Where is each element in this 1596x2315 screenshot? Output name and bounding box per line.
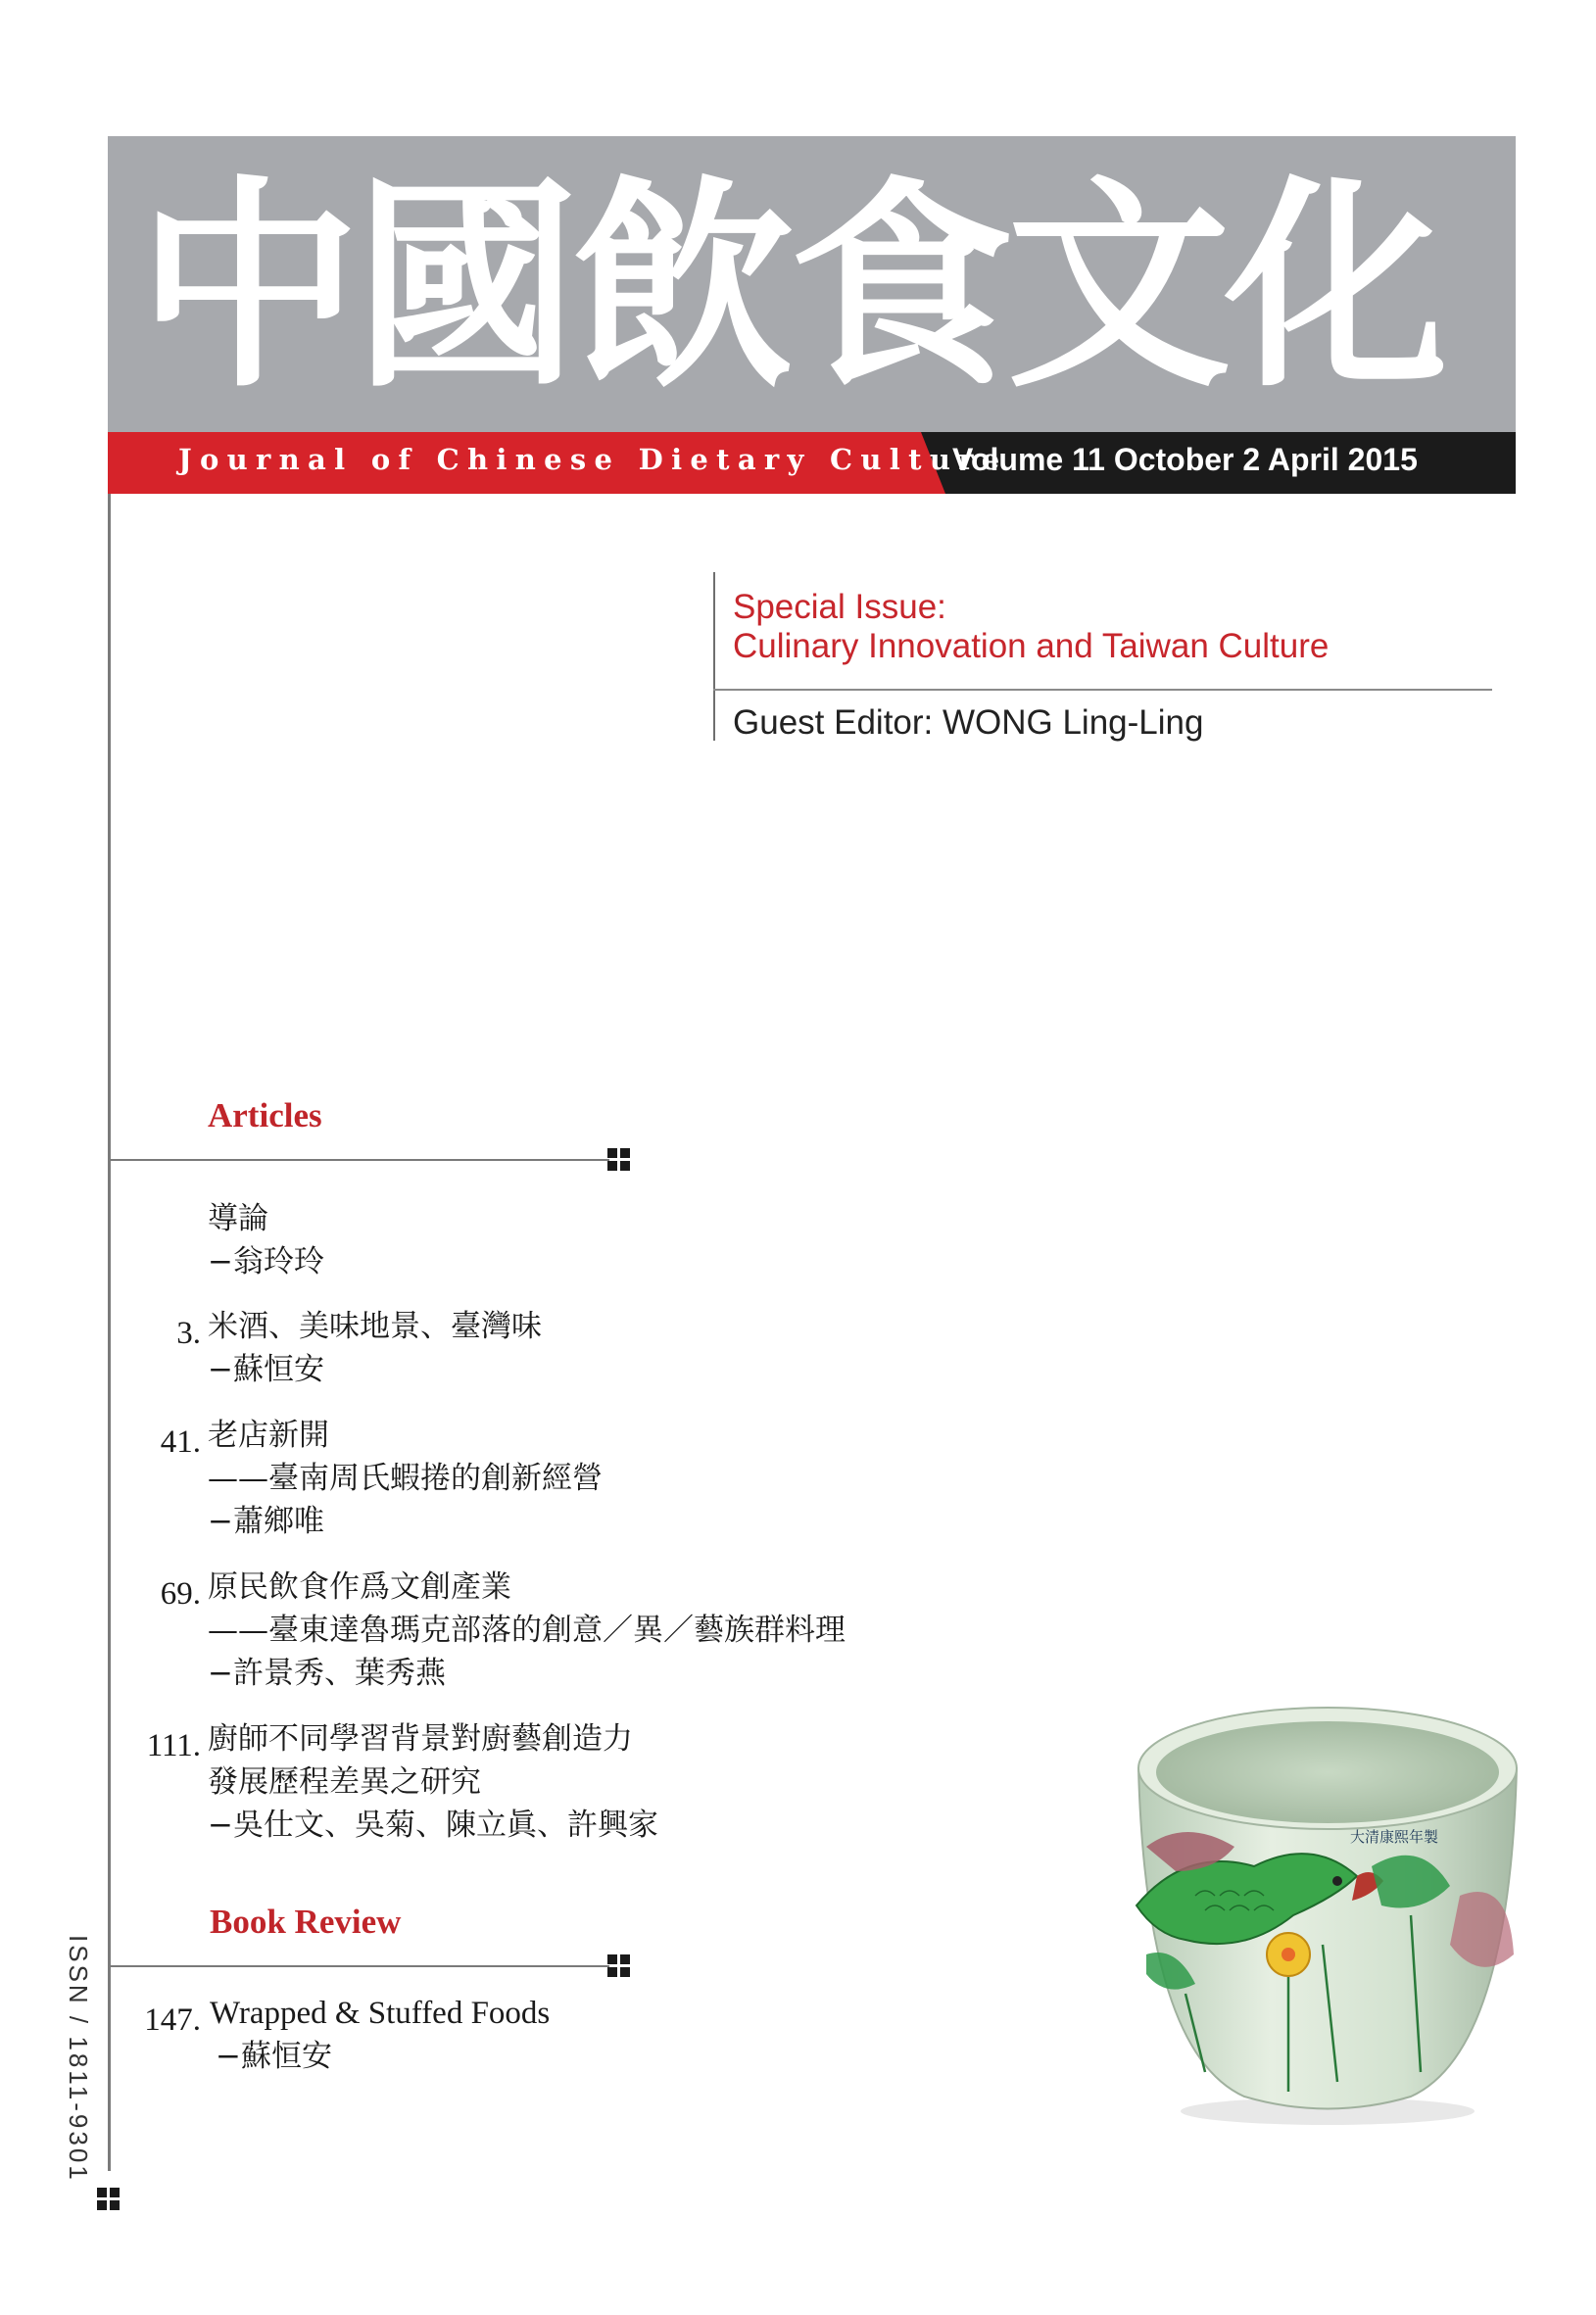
porcelain-bowl-image	[1127, 1700, 1528, 2131]
toc-page-number: 41.	[160, 1424, 201, 1460]
toc-entry-subtitle: ——臺南周氏蝦捲的創新經營	[208, 1461, 603, 1496]
toc-entry[interactable]	[208, 1305, 542, 1391]
journal-title-chinese: 中國飲食文化	[137, 155, 1442, 417]
volume-info: Volume 11 October 2 April 2015	[952, 442, 1418, 477]
section-marker-icon	[607, 1148, 631, 1172]
special-issue-title: Culinary Innovation and Taiwan Culture	[733, 627, 1330, 665]
toc-entry[interactable]	[208, 1717, 658, 1847]
toc-entry-author: −翁玲玲	[208, 1244, 324, 1279]
book-review-heading: Book Review	[210, 1903, 402, 1941]
toc-page-number: 3.	[176, 1316, 201, 1351]
toc-entry[interactable]	[210, 1992, 550, 2078]
special-issue-label: Special Issue:	[733, 588, 946, 626]
articles-heading: Articles	[208, 1096, 322, 1134]
toc-entry-author: −許景秀、葉秀燕	[208, 1656, 446, 1691]
toc-entry[interactable]	[208, 1566, 846, 1695]
toc-entry-title: Wrapped & Stuffed Foods	[210, 1996, 551, 2031]
left-vertical-rule	[108, 494, 111, 2171]
book-review-rule	[110, 1965, 609, 1967]
toc-entry-author: −吳仕文、吳菊、陳立眞、許興家	[208, 1808, 658, 1843]
svg-text:大清康熙年製: 大清康熙年製	[1350, 1828, 1439, 1846]
toc-entry-title: 老店新開	[208, 1418, 329, 1453]
header-banner	[108, 136, 1516, 432]
issn-number: ISSN / 1811-9301	[64, 1935, 93, 2183]
toc-entry-title: 導論	[208, 1201, 268, 1236]
toc-page-number: 111.	[146, 1728, 201, 1763]
toc-entry[interactable]	[208, 1197, 324, 1283]
articles-rule	[110, 1159, 609, 1161]
toc-entry-author: −蘇恒安	[208, 1352, 324, 1387]
section-marker-icon	[607, 1954, 631, 1978]
toc-page-number: 147.	[144, 2002, 201, 2038]
toc-entry-title-cont: 發展歷程差異之研究	[208, 1764, 481, 1800]
toc-entry-title: 米酒、美味地景、臺灣味	[208, 1309, 542, 1344]
bowl-inscription	[1350, 1828, 1438, 1846]
toc-entry-subtitle: ——臺東達魯瑪克部落的創意／異／藝族群料理	[208, 1613, 846, 1648]
toc-entry-title: 原民飲食作爲文創產業	[208, 1569, 511, 1605]
toc-page-number: 69.	[160, 1576, 201, 1612]
toc-entry-author: −蘇恒安	[216, 2039, 332, 2074]
toc-entry[interactable]	[208, 1414, 603, 1543]
special-issue-divider-vertical	[713, 572, 715, 741]
toc-entry-author: −蕭鄉唯	[208, 1504, 324, 1539]
special-issue-divider-horizontal	[713, 689, 1492, 691]
guest-editor: Guest Editor: WONG Ling-Ling	[733, 703, 1204, 742]
journal-title-english: Journal of Chinese Dietary Culture	[178, 443, 1008, 476]
issn-container	[59, 1935, 98, 2183]
toc-entry-title: 廚師不同學習背景對廚藝創造力	[208, 1721, 633, 1757]
footer-marker-icon	[97, 2188, 121, 2211]
